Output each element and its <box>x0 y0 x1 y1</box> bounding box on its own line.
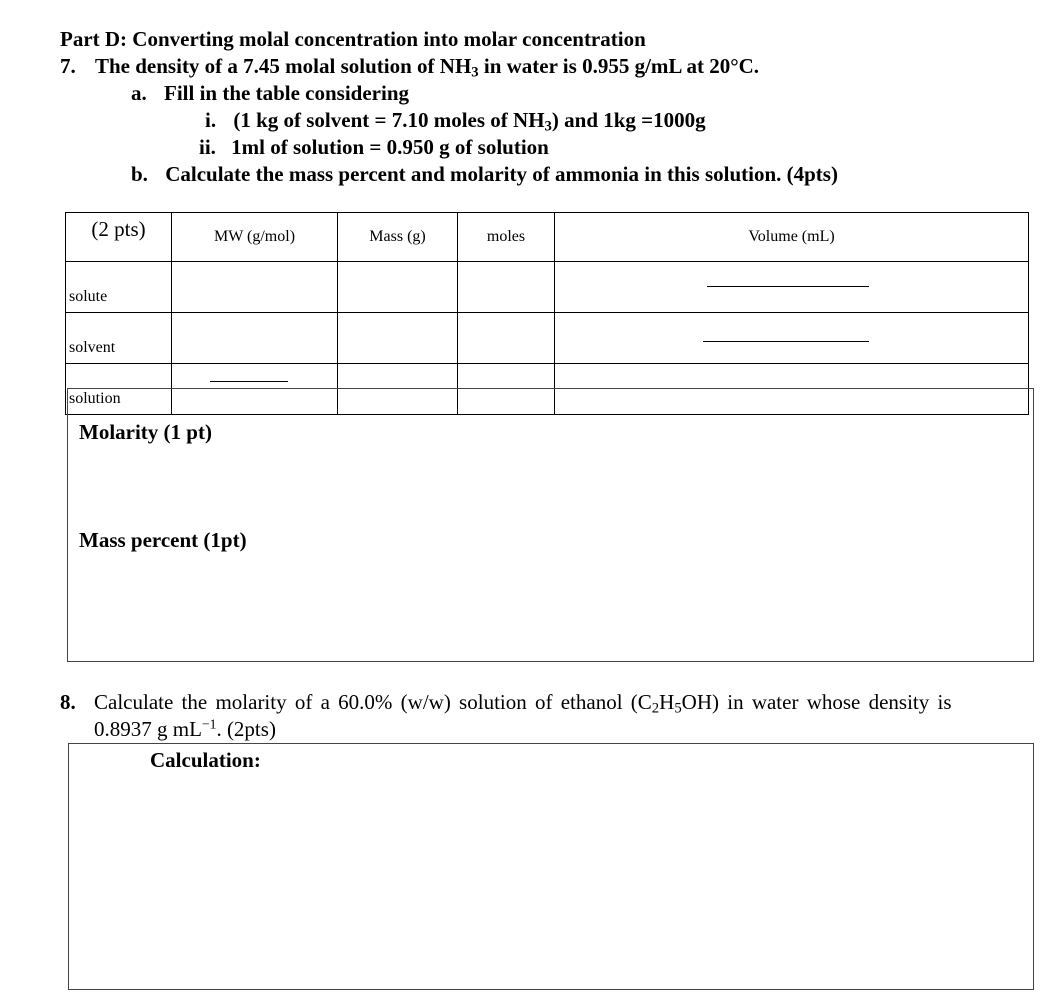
calculation-box[interactable] <box>68 743 1034 990</box>
question-7a-i-text: (1 kg of solvent = 7.10 moles of $NH_3$) and 1kg =1000g <box>233 108 706 135</box>
question-7a-text: Fill in the table considering <box>164 81 410 105</box>
row-label-solvent: solvent <box>66 313 172 364</box>
header-volume: Volume (mL) <box>555 213 1029 262</box>
table-header-row <box>66 213 1029 262</box>
question-7a <box>131 81 409 106</box>
header-mw: MW (g/mol) <box>172 213 338 262</box>
cell-solute-moles[interactable] <box>458 262 555 313</box>
question-7a-i-label: i. <box>205 108 217 132</box>
blank-line-solvent-volume <box>703 341 869 342</box>
cell-solvent-mw[interactable] <box>172 313 338 364</box>
header-mass: Mass (g) <box>338 213 458 262</box>
question-7-text: The density of a 7.45 molal solution of $NH_3$ in water is 0.955 g/mL at 20°C. <box>95 54 760 81</box>
calculation-label: Calculation: <box>150 748 261 772</box>
question-7b-label: b. <box>131 162 148 186</box>
question-7b-text: Calculate the mass percent and molarity of ammonia in this solution. (4pts) <box>165 162 838 186</box>
table-corner-points: (2 pts) <box>66 213 172 262</box>
question-7a-ii-label: ii. <box>199 135 216 159</box>
cell-solvent-moles[interactable] <box>458 313 555 364</box>
mass-percent-label: Mass percent (1pt) <box>79 528 247 552</box>
question-7a-label: a. <box>131 81 147 105</box>
answer-box-7b[interactable] <box>67 388 1034 662</box>
question-8-line2: 0.8937 g $mL^{-1}$. (2pts) <box>94 716 276 741</box>
table-row-solvent <box>66 313 1029 364</box>
data-table <box>65 212 1029 415</box>
blank-line-solution-mw <box>210 381 288 382</box>
row-label-solute: solute <box>66 262 172 313</box>
question-7a-ii-text: 1ml of solution = 0.950 g of solution <box>231 135 549 159</box>
cell-solute-mw[interactable] <box>172 262 338 313</box>
row-label-solution: solution <box>66 364 172 415</box>
question-7-number: 7. <box>60 54 76 78</box>
header-moles: moles <box>458 213 555 262</box>
blank-line-solute-volume <box>707 286 869 287</box>
question-7 <box>60 54 759 79</box>
cell-solvent-volume[interactable] <box>555 313 1029 364</box>
part-title: Part D: Converting molal concentration into molar concentration <box>60 27 646 51</box>
molarity-label: Molarity (1 pt) <box>79 420 212 444</box>
table-row-solute <box>66 262 1029 313</box>
question-8-number: 8. <box>60 690 76 714</box>
cell-solvent-mass[interactable] <box>338 313 458 364</box>
question-8-text: Calculate the molarity of a 60.0% (w/w) solution of ethanol $(C_2H_5OH)$ in water whose density is <box>94 690 952 717</box>
question-7a-i <box>205 108 706 133</box>
question-7a-ii <box>199 135 549 160</box>
cell-solute-mass[interactable] <box>338 262 458 313</box>
question-7b <box>131 162 838 187</box>
question-8-line1 <box>60 690 1032 715</box>
cell-solute-volume[interactable] <box>555 262 1029 313</box>
